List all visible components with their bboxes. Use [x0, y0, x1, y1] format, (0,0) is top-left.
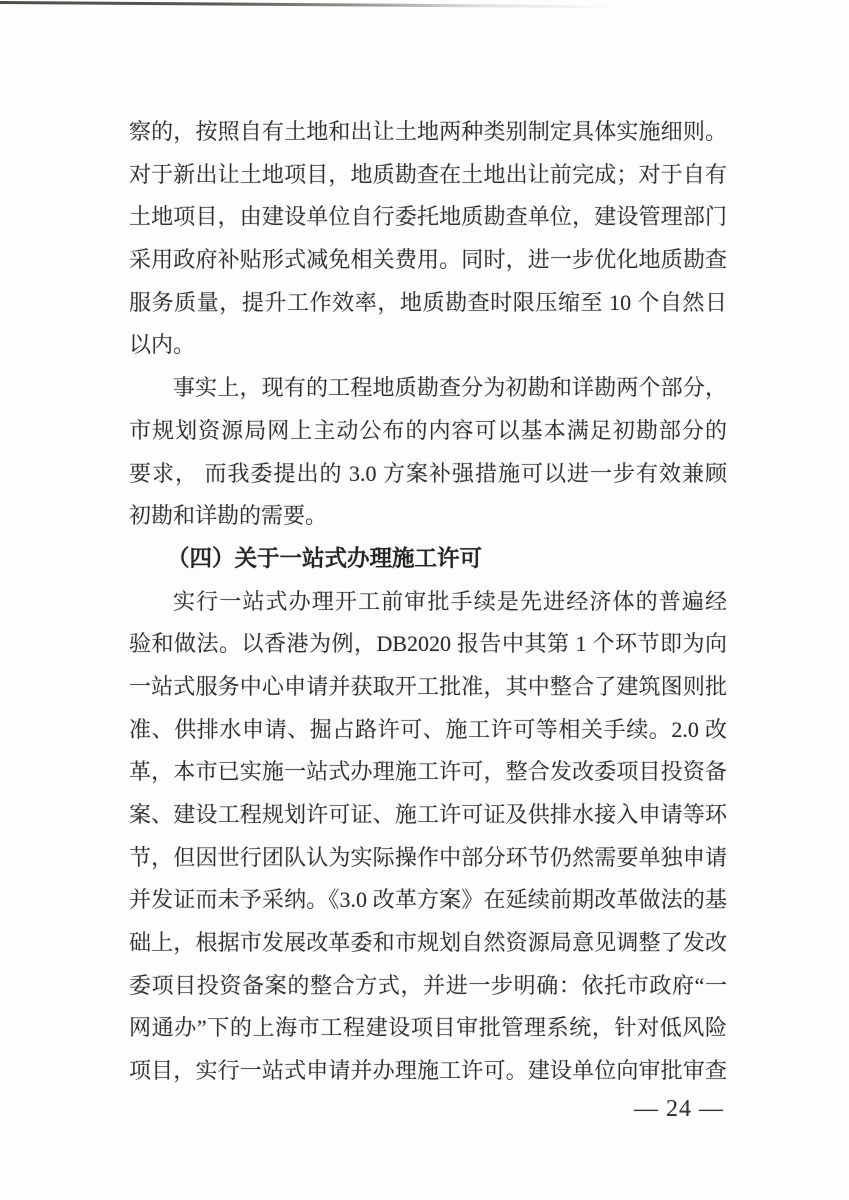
- text-line: 初勘和详勘的需要。: [129, 503, 328, 529]
- text-line: 事实上，现有的工程地质勘查分为初勘和详勘两个部分，: [173, 375, 727, 401]
- text-line: 一站式服务中心申请并获取开工批准，其中整合了建筑图则批: [129, 673, 727, 699]
- text-line: 革，本市已实施一站式办理施工许可，整合发改委项目投资备: [129, 759, 727, 785]
- text-line: 服务质量，提升工作效率，地质勘查时限压缩至 10 个自然日: [129, 289, 727, 315]
- scan-edge-artifact: [0, 1, 620, 8]
- text-line: 采用政府补贴形式减免相关费用。同时，进一步优化地质勘查: [129, 247, 727, 273]
- text-line: 委项目投资备案的整合方式，并进一步明确：依托市政府“一: [129, 972, 727, 998]
- text-line: 市规划资源局网上主动公布的内容可以基本满足初勘部分的: [129, 417, 727, 443]
- text-line: 并发证而未予采纳。《3.0 改革方案》在延续前期改革做法的基: [129, 887, 727, 913]
- text-line: 案、建设工程规划许可证、施工许可证及供排水接入申请等环: [129, 802, 727, 827]
- document-text-block: [129, 111, 727, 1093]
- text-line: 以内。: [129, 332, 196, 358]
- text-line: 础上，根据市发展改革委和市规划自然资源局意见调整了发改: [129, 930, 727, 956]
- text-line: 节，但因世行团队认为实际操作中部分环节仍然需要单独申请: [129, 844, 727, 870]
- text-line: 察的，按照自有土地和出让土地两种类别制定具体实施细则。: [129, 119, 727, 144]
- page-number: — 24 —: [634, 1096, 724, 1122]
- text-line: 对于新出让土地项目，地质勘查在土地出让前完成；对于自有: [129, 161, 727, 187]
- text-line: 网通办”下的上海市工程建设项目审批管理系统，针对低风险: [129, 1015, 727, 1041]
- text-line: 要求， 而我委提出的 3.0 方案补强措施可以进一步有效兼顾: [129, 460, 727, 486]
- text-line: 验和做法。以香港为例，DB2020 报告中其第 1 个环节即为向: [129, 631, 727, 657]
- section-heading: （四）关于一站式办理施工许可: [167, 545, 483, 571]
- text-line: 实行一站式办理开工前审批手续是先进经济体的普遍经: [173, 588, 727, 614]
- text-line: 准、供排水申请、掘占路许可、施工许可等相关手续。2.0 改: [129, 716, 727, 742]
- text-line: 土地项目，由建设单位自行委托地质勘查单位，建设管理部门: [129, 204, 727, 230]
- text-line: 项目，实行一站式申请并办理施工许可。建设单位向审批审查: [129, 1058, 727, 1084]
